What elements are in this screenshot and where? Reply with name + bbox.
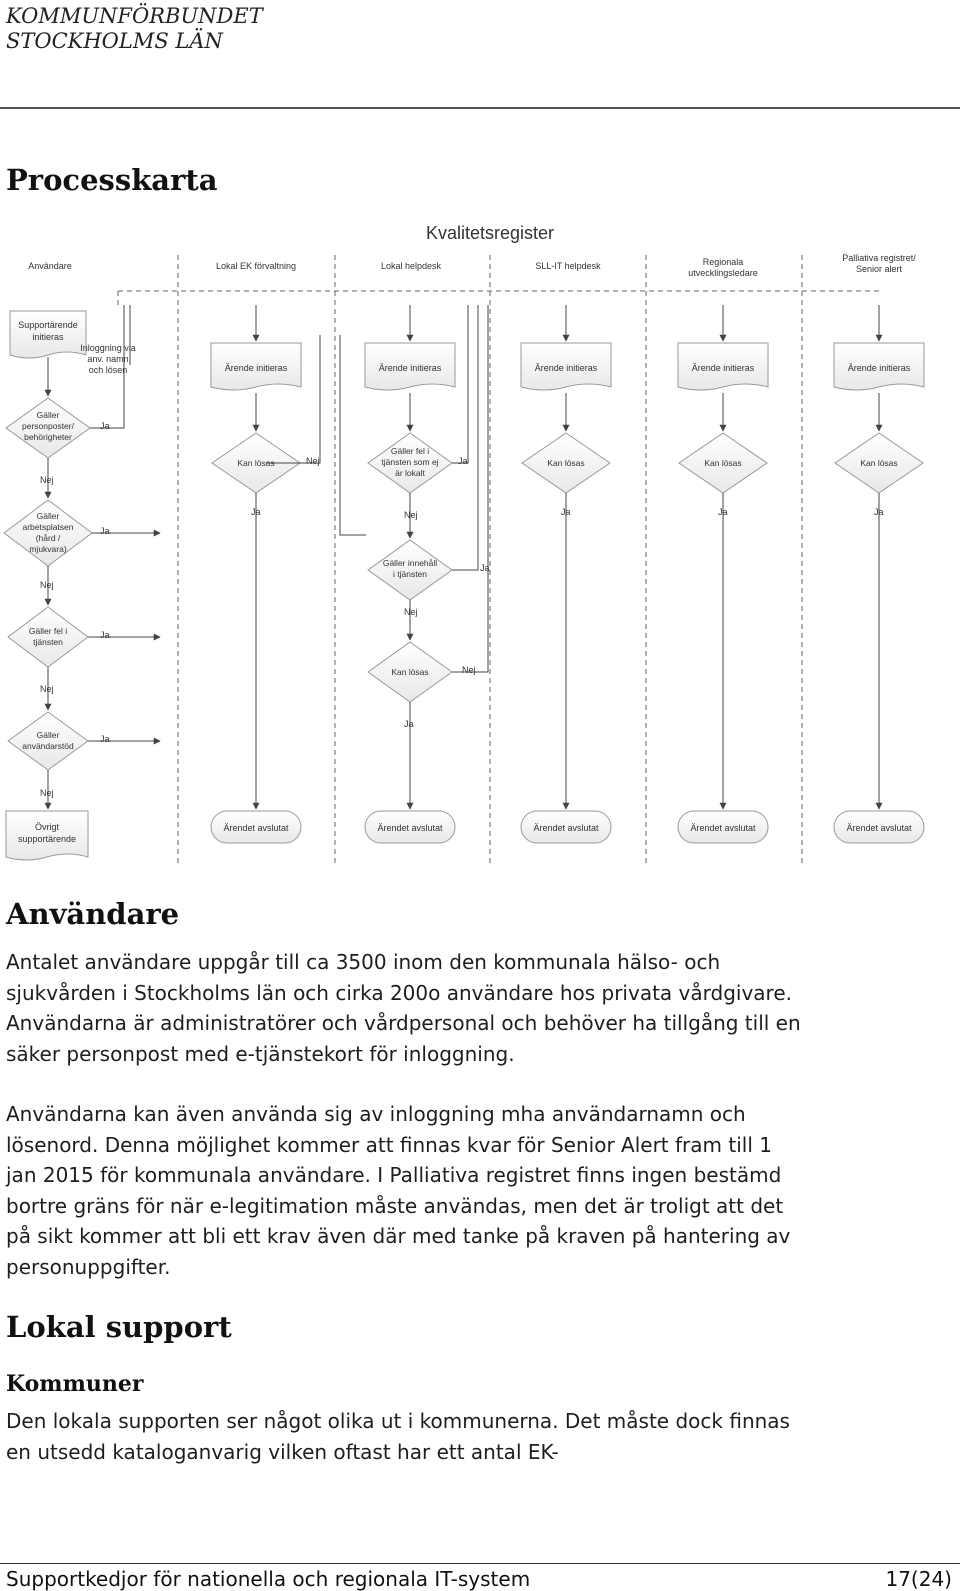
arende-initieras-node <box>521 343 611 390</box>
decision-arbetsplatsen <box>4 500 92 566</box>
lane-regionala-1: Regionala <box>702 257 744 267</box>
label-ja: Ja <box>874 507 884 517</box>
svg-text:Gäller: Gäller <box>36 511 60 521</box>
lane-column-5 <box>834 305 924 843</box>
processkarta-heading: Processkarta <box>6 163 218 197</box>
svg-text:Ärendet avslutat: Ärendet avslutat <box>223 823 289 833</box>
label-ja: Ja <box>561 507 571 517</box>
login-note-3: och lösen <box>88 365 128 375</box>
decision-personposter <box>6 398 90 458</box>
lane-anvandare: Användare <box>28 261 72 271</box>
label-ja: Ja <box>718 507 728 517</box>
label-ja-1: Ja <box>100 421 110 431</box>
decision-fel-tjansten <box>8 607 88 667</box>
label-ja-3: Ja <box>100 630 110 640</box>
label-ja-4: Ja <box>100 734 110 744</box>
decision-kan-losas <box>679 433 767 493</box>
svg-text:Ärendet avslutat: Ärendet avslutat <box>377 823 443 833</box>
process-map-diagram <box>0 215 940 867</box>
svg-text:i tjänsten: i tjänsten <box>392 569 428 579</box>
decision-kan-losas <box>835 433 923 493</box>
arende-initieras-node <box>678 343 768 390</box>
header-divider <box>0 107 960 109</box>
anvandare-paragraph-2: Användarna kan även använda sig av inloggning mha användarnamn och lösenord. Denna möjlighet kommer att finnas kvar för Senior Alert fram till 1 jan 2015 för kommunala användare. I Palliativa registret finns ingen bestämd bortre gräns för när e-legitimation måste användas, men det är troligt att det på sikt kommer att bli ett krav även där med tanke på kraven på hantering av personuppgifter. <box>6 1102 791 1279</box>
label-nej-2: Nej <box>40 580 54 590</box>
svg-text:Kan lösas: Kan lösas <box>704 458 742 468</box>
svg-text:Kan lösas: Kan lösas <box>237 458 275 468</box>
decision-innehall <box>368 540 452 600</box>
lane-column-4 <box>678 305 768 843</box>
svg-text:Gäller fel i: Gäller fel i <box>28 626 68 636</box>
lokal-support-heading: Lokal support <box>6 1310 232 1344</box>
svg-text:Ärende initieras: Ärende initieras <box>691 363 755 373</box>
svg-text:Gäller fel i: Gäller fel i <box>390 446 430 456</box>
svg-text:(hård /: (hård / <box>35 533 61 543</box>
svg-text:Ärende initieras: Ärende initieras <box>847 363 911 373</box>
diagram-title: Kvalitetsregister <box>425 223 555 243</box>
footer-page-number: 17(24) <box>885 1567 952 1591</box>
arendet-avslutat-node <box>211 811 301 843</box>
svg-text:Gäller innehåll: Gäller innehåll <box>382 558 438 568</box>
decision-anvandarstod <box>8 712 88 770</box>
start-node <box>10 311 86 358</box>
arendet-avslutat-node <box>834 811 924 843</box>
svg-text:Ärendet avslutat: Ärendet avslutat <box>533 823 599 833</box>
decision-kan-losas-lokal <box>368 642 452 702</box>
kommuner-paragraph: Den lokala supporten ser något olika ut i kommunerna. Det måste dock finnas en utsedd kataloganvarig vilken oftast har ett antal EK- <box>6 1409 790 1464</box>
svg-text:Övrigt: Övrigt <box>34 822 60 832</box>
lane-column-1 <box>211 305 301 843</box>
arendet-avslutat-node <box>365 811 455 843</box>
label-ja-2: Ja <box>100 526 110 536</box>
svg-text:initieras: initieras <box>32 332 64 342</box>
svg-text:Ärende initieras: Ärende initieras <box>224 363 288 373</box>
svg-text:supportärende: supportärende <box>17 834 77 844</box>
header-org-line2: STOCKHOLMS LÄN <box>6 29 223 53</box>
label-nej-lok-2: Nej <box>404 607 418 617</box>
svg-text:tjänsten: tjänsten <box>33 637 63 647</box>
svg-text:Ärendet avslutat: Ärendet avslutat <box>690 823 756 833</box>
lane-sll-it: SLL-IT helpdesk <box>535 261 601 271</box>
label-nej-3: Nej <box>40 684 54 694</box>
svg-text:Ärendet avslutat: Ärendet avslutat <box>846 823 912 833</box>
svg-text:Kan lösas: Kan lösas <box>391 667 429 677</box>
arendet-avslutat-node <box>678 811 768 843</box>
lane-regionala-2: utvecklingsledare <box>688 268 758 278</box>
lane-column-3 <box>521 305 611 843</box>
login-note-2: anv. namn <box>87 354 129 364</box>
label-nej-1: Nej <box>40 475 54 485</box>
svg-text:behörigheter: behörigheter <box>24 432 72 442</box>
login-note-1: Inloggning via <box>80 343 136 353</box>
arende-initieras-node <box>365 343 455 390</box>
decision-kan-losas <box>522 433 610 493</box>
footer-document-title: Supportkedjor för nationella och regionala IT-system <box>6 1567 531 1591</box>
lane-lokal-helpdesk: Lokal helpdesk <box>380 261 442 271</box>
svg-text:Kan lösas: Kan lösas <box>860 458 898 468</box>
kommuner-heading: Kommuner <box>6 1371 144 1397</box>
svg-text:Kan lösas: Kan lösas <box>547 458 585 468</box>
label-nej-lok-3: Nej <box>462 665 476 675</box>
anvandare-heading: Användare <box>6 897 180 931</box>
lane-columns <box>211 305 924 843</box>
lane-palliativa-1: Palliativa registret/ <box>842 253 916 263</box>
svg-text:Gäller: Gäller <box>36 730 60 740</box>
label-nej-lok-1: Nej <box>404 510 418 520</box>
lane-palliativa-2: Senior alert <box>855 264 903 274</box>
svg-text:arbetsplatsen: arbetsplatsen <box>22 522 74 532</box>
label-ja-lok-2: Ja <box>480 563 490 573</box>
label-nej-ek: Nej <box>306 456 320 466</box>
svg-text:Ärende initieras: Ärende initieras <box>534 363 598 373</box>
svg-text:Supportärende: Supportärende <box>18 320 78 330</box>
ovrigt-node <box>6 811 88 860</box>
svg-text:mjukvara): mjukvara) <box>29 544 67 554</box>
label-nej-4: Nej <box>40 788 54 798</box>
arende-initieras-node <box>211 343 301 390</box>
svg-text:personposter/: personposter/ <box>22 421 74 431</box>
svg-text:Ärende initieras: Ärende initieras <box>378 363 442 373</box>
svg-text:användarstöd: användarstöd <box>22 741 74 751</box>
arende-initieras-node <box>834 343 924 390</box>
header-org-line1: KOMMUNFÖRBUNDET <box>6 4 263 28</box>
label-ja-lok-3: Ja <box>404 719 414 729</box>
footer-divider <box>0 1563 960 1564</box>
header-organization <box>6 4 263 54</box>
label-ja-lok-1: Ja <box>458 456 468 466</box>
decision-fel-ej-lokalt <box>368 433 452 493</box>
label-ja: Ja <box>251 507 261 517</box>
lane-lokal-ek: Lokal EK förvaltning <box>215 261 297 271</box>
svg-text:tjänsten som ej: tjänsten som ej <box>381 457 439 467</box>
arendet-avslutat-node <box>521 811 611 843</box>
svg-text:är lokalt: är lokalt <box>395 468 425 478</box>
anvandare-paragraph-1: Antalet användare uppgår till ca 3500 inom den kommunala hälso- och sjukvården i Stockholms län och cirka 200o användare hos privata vårdgivare. Användarna är administratörer och vårdpersonal och behöver ha tillgång till en säker personpost med e-tjänstekort för inloggning. <box>6 950 801 1066</box>
svg-text:Gäller: Gäller <box>36 410 60 420</box>
